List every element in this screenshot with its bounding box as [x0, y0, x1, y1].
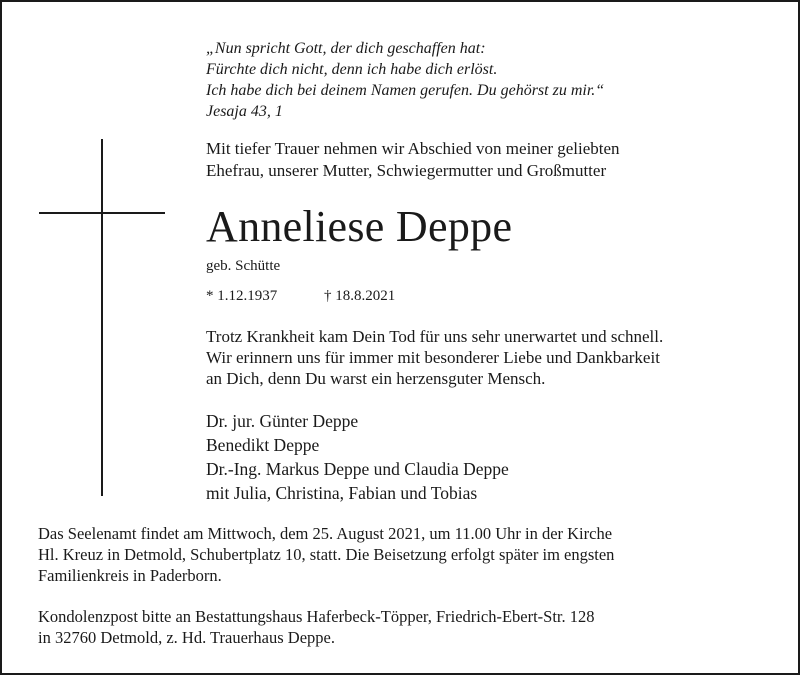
cross-vertical-bar	[101, 139, 103, 496]
service-line: Familienkreis in Paderborn.	[38, 566, 222, 585]
service-line: Hl. Kreuz in Detmold, Schubertplatz 10, statt. Die Beisetzung erfolgt später im engsten	[38, 545, 615, 564]
mourner-line: mit Julia, Christina, Fabian und Tobias	[206, 483, 478, 503]
deceased-name: Anneliese Deppe	[206, 202, 513, 251]
death-date: † 18.8.2021	[324, 288, 396, 304]
mourner-line: Benedikt Deppe	[206, 435, 320, 455]
intro-line: Mit tiefer Trauer nehmen wir Abschied von meiner geliebten	[206, 139, 620, 158]
quote-line: Fürchte dich nicht, denn ich habe dich erlöst.	[206, 61, 498, 78]
message-line: Wir erinnern uns für immer mit besonderer Liebe und Dankbarkeit	[206, 348, 660, 367]
message-line: Trotz Krankheit kam Dein Tod für uns sehr unerwartet und schnell.	[206, 327, 664, 346]
birth-date: * 1.12.1937	[206, 288, 278, 304]
service-line: Das Seelenamt findet am Mittwoch, dem 25. August 2021, um 11.00 Uhr in der Kirche	[38, 524, 613, 543]
mourner-line: Dr. jur. Günter Deppe	[206, 411, 359, 431]
mourner-line: Dr.-Ing. Markus Deppe und Claudia Deppe	[206, 459, 509, 479]
quote-reference: Jesaja 43, 1	[206, 103, 283, 120]
condolence-line: in 32760 Detmold, z. Hd. Trauerhaus Deppe.	[38, 628, 335, 647]
condolence-line: Kondolenzpost bitte an Bestattungshaus Haferbeck-Töpper, Friedrich-Ebert-Str. 128	[38, 607, 595, 626]
cross-horizontal-bar	[39, 212, 165, 214]
quote-line: „Nun spricht Gott, der dich geschaffen hat:	[206, 40, 486, 57]
message-line: an Dich, denn Du warst ein herzensguter Mensch.	[206, 369, 546, 388]
quote-line: Ich habe dich bei deinem Namen gerufen. Du gehörst zu mir.“	[206, 82, 605, 99]
maiden-name: geb. Schütte	[206, 258, 281, 274]
intro-line: Ehefrau, unserer Mutter, Schwiegermutter und Großmutter	[206, 161, 607, 180]
